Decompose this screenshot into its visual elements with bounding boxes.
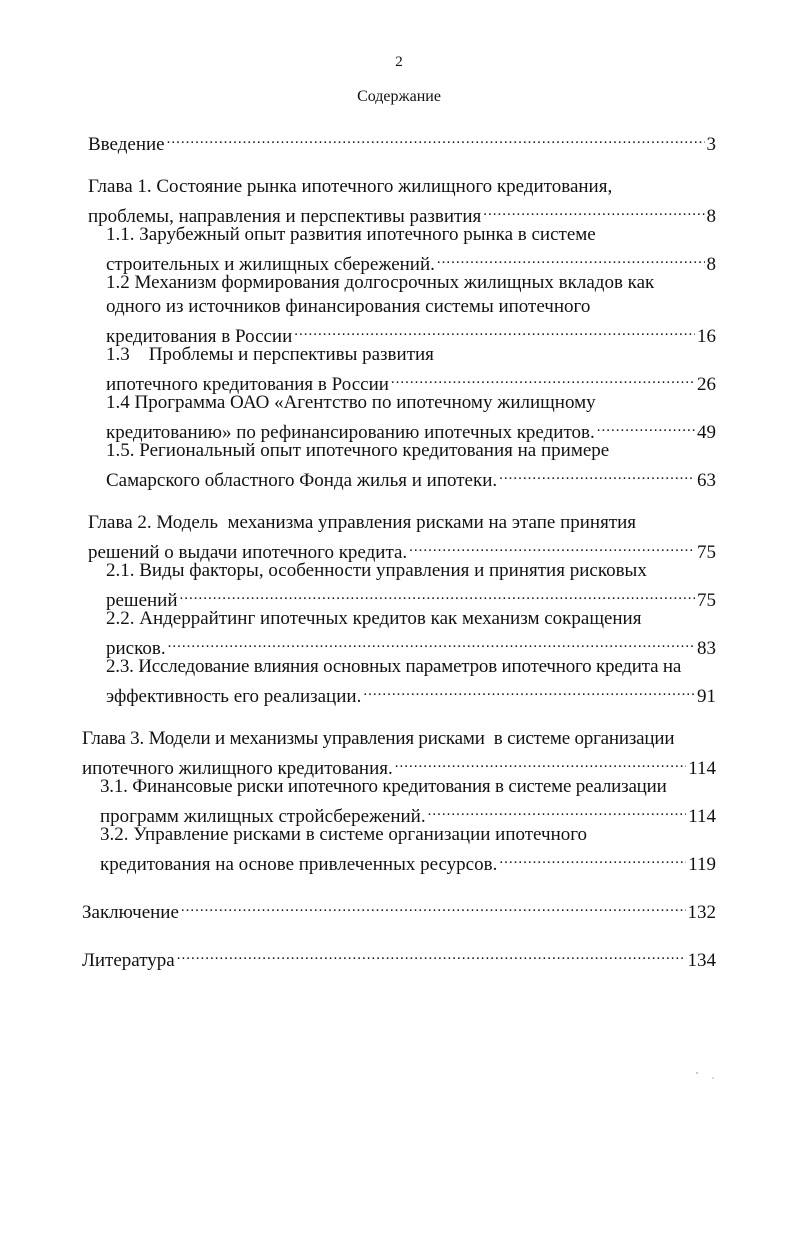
toc-entry-title: Введение xyxy=(88,134,165,155)
toc-entry-title: решений о выдачи ипотечного кредита. xyxy=(88,542,408,563)
dot-leader xyxy=(167,128,705,150)
dot-leader xyxy=(391,368,695,390)
toc-page-number: 134 xyxy=(687,950,716,971)
dot-leader xyxy=(294,320,695,342)
toc-entry-title: ипотечного кредитования в России xyxy=(106,374,389,395)
toc-section-3-1-line-1: 3.1. Финансовые риски ипотечного кредитования в системе реализации xyxy=(100,776,667,797)
toc-page-number: 8 xyxy=(706,206,716,227)
toc-chapter-3-line-1: Глава 3. Модели и механизмы управления рисками в системе организации xyxy=(82,728,675,749)
dot-leader xyxy=(483,200,704,222)
toc-page-number: 16 xyxy=(697,326,716,347)
toc-page-number: 3 xyxy=(706,134,716,155)
toc-chapter-2-line-1: Глава 2. Модель механизма управления рисками на этапе принятия xyxy=(88,512,637,533)
toc-page-number: 75 xyxy=(697,542,716,563)
dot-leader xyxy=(168,632,695,654)
toc-page-number: 91 xyxy=(697,686,716,707)
toc-entry-intro[interactable] xyxy=(88,128,716,156)
toc-entry-conclusion[interactable] xyxy=(82,896,716,924)
page-number: 2 xyxy=(395,54,403,70)
dot-leader xyxy=(597,416,695,438)
scan-speck xyxy=(712,1077,714,1079)
toc-entry-title: Самарского областного Фонда жилья и ипотеки. xyxy=(106,470,498,491)
scan-speck xyxy=(696,1072,698,1074)
dot-leader xyxy=(363,680,695,702)
toc-entry-title: ипотечного жилищного кредитования. xyxy=(82,758,393,779)
toc-entry-section-2-3[interactable] xyxy=(106,680,716,708)
toc-entry-title: кредитования на основе привлеченных ресурсов. xyxy=(100,854,498,875)
toc-page-number: 83 xyxy=(697,638,716,659)
toc-entry-title: проблемы, направления и перспективы развития xyxy=(88,206,482,227)
toc-page-number: 63 xyxy=(697,470,716,491)
toc-section-2-3-line-1: 2.3. Исследование влияния основных параметров ипотечного кредита на xyxy=(106,656,682,677)
toc-entry-title: строительных и жилищных сбережений. xyxy=(106,254,435,275)
toc-page-number: 132 xyxy=(687,902,716,923)
dot-leader xyxy=(428,800,687,822)
toc-entry-literature[interactable] xyxy=(82,944,716,972)
toc-entry-title: решений xyxy=(106,590,178,611)
toc-page-number: 49 xyxy=(697,422,716,443)
toc-entry-title: кредитованию» по рефинансированию ипотечных кредитов. xyxy=(106,422,595,443)
toc-page-number: 75 xyxy=(697,590,716,611)
toc-entry-section-3-2[interactable] xyxy=(100,848,716,876)
toc-section-1-3-line-1: 1.3 Проблемы и перспективы развития xyxy=(106,344,434,365)
dot-leader xyxy=(395,752,686,774)
toc-entry-title: Литература xyxy=(82,950,175,971)
toc-page-number: 26 xyxy=(697,374,716,395)
toc-section-2-1-line-1: 2.1. Виды факторы, особенности управления и принятия рисковых xyxy=(106,560,647,581)
toc-entry-section-1-5[interactable] xyxy=(106,464,716,492)
dot-leader xyxy=(180,584,695,606)
toc-entry-title: Заключение xyxy=(82,902,179,923)
toc-page-number: 114 xyxy=(688,758,716,779)
toc-section-3-2-line-1: 3.2. Управление рисками в системе организации ипотечного xyxy=(100,824,588,845)
toc-page-number: 8 xyxy=(706,254,716,275)
toc-section-1-1-line-1: 1.1. Зарубежный опыт развития ипотечного рынка в системе xyxy=(106,224,596,245)
toc-section-1-2-line-1: 1.2 Механизм формирования долгосрочных жилищных вкладов как xyxy=(106,272,655,293)
toc-section-2-2-line-1: 2.2. Андеррайтинг ипотечных кредитов как механизм сокращения xyxy=(106,608,642,629)
toc-entry-title: эффективность его реализации. xyxy=(106,686,362,707)
page-title: Содержание xyxy=(357,88,441,105)
toc-entry-title: программ жилищных стройсбережений. xyxy=(100,806,426,827)
dot-leader xyxy=(499,464,695,486)
dot-leader xyxy=(181,896,686,918)
toc-section-1-4-line-1: 1.4 Программа ОАО «Агентство по ипотечному жилищному xyxy=(106,392,596,413)
dot-leader xyxy=(409,536,695,558)
dot-leader xyxy=(177,944,686,966)
dot-leader xyxy=(437,248,705,270)
toc-entry-title: кредитования в России xyxy=(106,326,293,347)
toc-page-number: 114 xyxy=(688,806,716,827)
toc-page-number: 119 xyxy=(688,854,716,875)
dot-leader xyxy=(499,848,686,870)
toc-section-1-2-line-2: одного из источников финансирования системы ипотечного xyxy=(106,296,591,317)
toc-chapter-1-line-1: Глава 1. Состояние рынка ипотечного жилищного кредитования, xyxy=(88,176,613,197)
toc-entry-title: рисков. xyxy=(106,638,166,659)
toc-section-1-5-line-1: 1.5. Региональный опыт ипотечного кредитования на примере xyxy=(106,440,610,461)
